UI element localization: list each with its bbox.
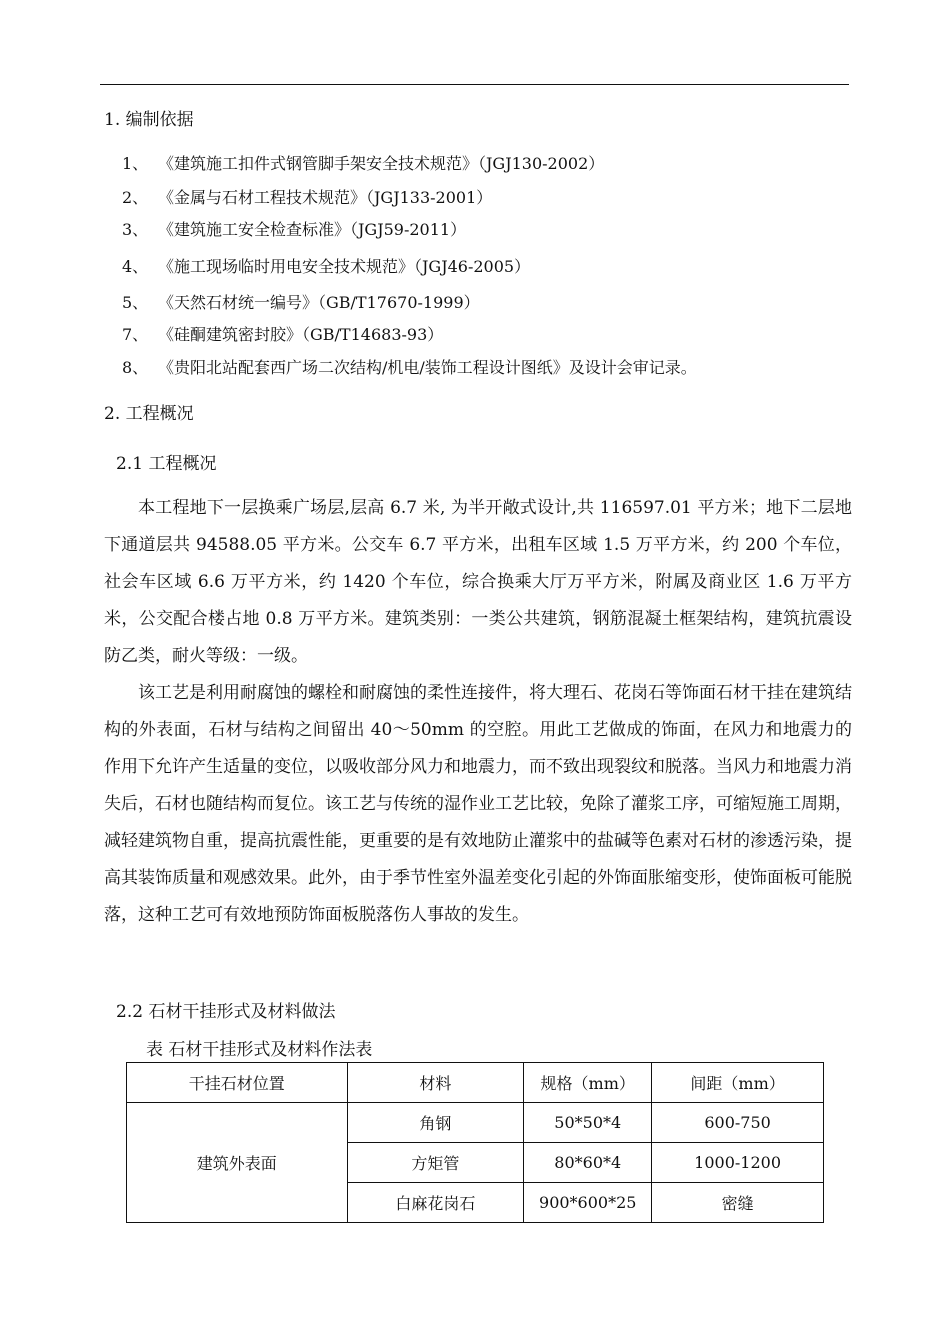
subsection-heading-materials: 2.2 石材干挂形式及材料做法 [116, 1002, 336, 1022]
table-cell: 50*50*4 [524, 1103, 652, 1143]
table-header-row [127, 1063, 824, 1103]
process-paragraph: 该工艺是利用耐腐蚀的螺栓和耐腐蚀的柔性连接件，将大理石、花岗石等饰面石材干挂在建筑结构的外表面，石材与结构之间留出 40～50mm 的空腔。用此工艺做成的饰面，在风力和地震力的作用下允许产生适量的变位，以吸收部分风力和地震力，而不致出现裂纹和脱落。当风力和地震力消失后，石材也随结构而复位。该工艺与传统的湿作业工艺比较，免除了灌浆工序，可缩短施工周期，减轻建筑物自重，提高抗震性能，更重要的是有效地防止灌浆中的盐碱等色素对石材的渗透污染，提高其装饰质量和观感效果。此外，由于季节性室外温差变化引起的外饰面胀缩变形，使饰面板可能脱落，这种工艺可有效地预防饰面板脱落伤人事故的发生。 [104, 683, 852, 925]
table-cell: 600-750 [652, 1103, 824, 1143]
list-item: 1、 《建筑施工扣件式钢管脚手架安全技术规范》（JGJ130-2002） [122, 154, 605, 173]
list-item: 3、 《建筑施工安全检查标准》（JGJ59-2011） [122, 220, 467, 239]
list-item: 2、 《金属与石材工程技术规范》（JGJ133-2001） [122, 188, 493, 207]
table-cell: 角钢 [347, 1103, 524, 1143]
overview-paragraph: 本工程地下一层换乘广场层,层高 6.7 米, 为半开敞式设计,共 116597.01 平方米；地下二层地下通道层共 94588.05 平方米。公交车 6.7 平方米，出租车区域 1.5 万平方米，约 200 个车位，社会车区域 6.6 万平方米，约 1420 个车位，综合换乘大厅万平方米，附属及商业区 1.6 万平方米，公交配合楼占地 0.8 万平方米。建筑类别：一类公共建筑，钢筋混凝土框架结构，建筑抗震设防乙类，耐火等级：一级。 [104, 498, 852, 666]
table-row [127, 1103, 824, 1143]
list-item: 5、 《天然石材统一编号》（GB/T17670-1999） [122, 293, 480, 312]
header-rule [100, 84, 849, 85]
section-heading-basis: 1. 编制依据 [104, 110, 194, 130]
table-header-cell: 干挂石材位置 [127, 1063, 348, 1103]
table-header-cell: 间距（mm） [652, 1063, 824, 1103]
table-cell: 80*60*4 [524, 1143, 652, 1183]
materials-table [126, 1062, 824, 1223]
list-item: 4、 《施工现场临时用电安全技术规范》（JGJ46-2005） [122, 257, 531, 276]
subsection-heading-overview: 2.1 工程概况 [116, 454, 217, 474]
table-cell: 900*600*25 [524, 1183, 652, 1223]
section-heading-overview: 2. 工程概况 [104, 404, 194, 424]
table-cell: 方矩管 [347, 1143, 524, 1183]
table-cell: 白麻花岗石 [347, 1183, 524, 1223]
table-cell: 密缝 [652, 1183, 824, 1223]
list-item: 7、 《硅酮建筑密封胶》（GB/T14683-93） [122, 325, 444, 344]
table-caption: 表 石材干挂形式及材料作法表 [146, 1040, 373, 1060]
table-cell: 1000-1200 [652, 1143, 824, 1183]
table-header-cell: 规格（mm） [524, 1063, 652, 1103]
table-header-cell: 材料 [347, 1063, 524, 1103]
location-cell: 建筑外表面 [127, 1103, 348, 1223]
list-item: 8、 《贵阳北站配套西广场二次结构/机电/装饰工程设计图纸》及设计会审记录。 [122, 358, 697, 377]
